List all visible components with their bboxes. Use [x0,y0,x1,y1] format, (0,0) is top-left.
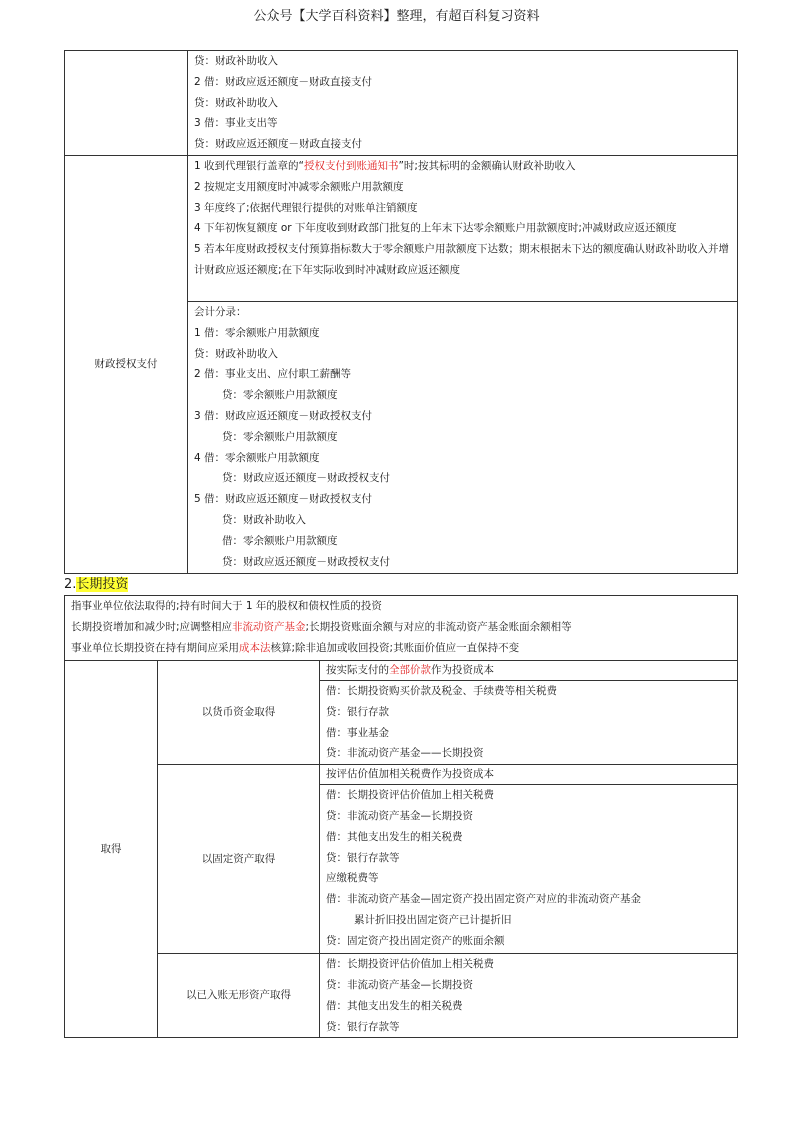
entry-line: 贷：财政补助收入 [222,513,306,526]
intro-line: 长期投资增加和减少时;应调整相应非流动资产基金;长期投资账面余额与对应的非流动资产基金账面余额相等 [71,620,572,633]
intro-line: 事业单位长期投资在持有期间应采用成本法核算;除非追加或收回投资;其账面价值应一直保持不变 [71,641,520,654]
section-title: 长期投资 [76,577,129,592]
empty-category-cell [65,51,188,156]
intro-line: 指事业单位依法取得的;持有时间大于 1 年的股权和债权性质的投资 [71,600,382,612]
entry-line: 借：长期投资购买价款及税金、手续费等相关税费 [326,685,557,697]
entry-line: 2 借：财政应返还额度－财政直接支付 [194,75,373,88]
entry-line: 借：其他支出发生的相关税费 [326,999,463,1012]
entry-line: 借：长期投资评估价值加上相关税费 [326,958,494,971]
monetary-header: 按实际支付的全部价款作为投资成本 [320,661,737,681]
entry-line: 借：事业基金 [326,726,389,739]
authorized-payment-entries [188,302,738,574]
category-label: 财政授权支付 [65,156,188,574]
method-label-intangible: 以已入账无形资产取得 [158,954,320,1038]
highlighted-term: 全部价款 [389,664,431,676]
method-label-fixed-asset: 以固定资产取得 [158,765,320,954]
monetary-entries [320,661,738,765]
intangible-entries [320,954,738,1038]
entry-line: 贷：零余额账户用款额度 [222,430,338,443]
fiscal-payment-table [64,50,738,574]
entry-line: 5 借：财政应返还额度－财政授权支付 [194,493,373,506]
highlighted-term: 成本法 [239,641,271,654]
highlighted-term: 授权支付到账通知书 [303,160,399,172]
entry-line: 会计分录： [194,306,247,318]
entry-line: 借：长期投资评估价值加上相关税费 [326,789,494,802]
entry-line: 累计折旧投出固定资产已计提折旧 [354,913,512,926]
entry-line: 贷：非流动资产基金—长期投资 [326,978,473,991]
entry-line: 贷：零余额账户用款额度 [222,389,338,402]
entry-line: 贷：财政应返还额度－财政授权支付 [222,555,390,568]
rule-line: 2 按规定支用额度时冲减零余额账户用款额度 [194,180,404,193]
rule-line: 4 下年初恢复额度 or 下年度收到财政部门批复的上年末下达零余额账户用款额度时;冲减财政应返还额度 [194,222,677,235]
entry-line: 贷：财政补助收入 [194,55,278,67]
entry-line: 4 借：零余额账户用款额度 [194,451,320,464]
fixed-asset-entries [320,765,738,954]
direct-payment-entries [188,51,738,156]
entry-line: 借：非流动资产基金—固定资产投出固定资产对应的非流动资产基金 [326,893,641,906]
rule-line: 3 年度终了;依据代理银行提供的对账单注销额度 [194,201,418,214]
entry-line: 贷：银行存款等 [326,851,400,864]
fixed-asset-header: 按评估价值加相关税费作为投资成本 [320,765,737,785]
highlighted-term: 非流动资产基金 [232,620,306,633]
entry-line: 贷：财政应返还额度－财政直接支付 [194,138,362,151]
investment-intro [65,596,738,661]
section-heading: 2.长期投资 [64,577,129,592]
entry-line: 应缴税费等 [326,872,379,885]
entry-line: 贷：非流动资产基金—长期投资 [326,809,473,822]
entry-line: 借：其他支出发生的相关税费 [326,830,463,843]
entry-line: 3 借：财政应返还额度－财政授权支付 [194,409,373,422]
entry-line: 1 借：零余额账户用款额度 [194,326,320,339]
page-header: 公众号【大学百科资料】整理，有超百科复习资料 [253,9,540,24]
category-label: 取得 [65,661,158,1038]
authorized-payment-rules [188,156,738,302]
rule-line: 1 收到代理银行盖章的“授权支付到账通知书”时;按其标明的金额确认财政补助收入 [194,160,576,172]
entry-line: 贷：财政补助收入 [194,347,278,360]
long-term-investment-table [64,595,738,1038]
method-label-monetary: 以货币资金取得 [158,661,320,765]
entry-line: 2 借：事业支出、应付职工薪酬等 [194,368,352,381]
entry-line: 贷：银行存款 [326,705,389,718]
entry-line: 贷：固定资产投出固定资产的账面余额 [326,934,505,947]
rule-line: 5 若本年度财政授权支付预算指标数大于零余额账户用款额度下达数；期末根据未下达的额度确认财政补助收入并增计财政应返还额度;在下年实际收到时冲减财政应返还额度 [194,243,730,276]
entry-line: 3 借：事业支出等 [194,117,278,130]
entry-line: 贷：银行存款等 [326,1020,400,1033]
entry-line: 贷：非流动资产基金——长期投资 [326,747,484,760]
entry-line: 贷：财政应返还额度－财政授权支付 [222,472,390,485]
entry-line: 贷：财政补助收入 [194,96,278,109]
entry-line: 借：零余额账户用款额度 [222,534,338,547]
